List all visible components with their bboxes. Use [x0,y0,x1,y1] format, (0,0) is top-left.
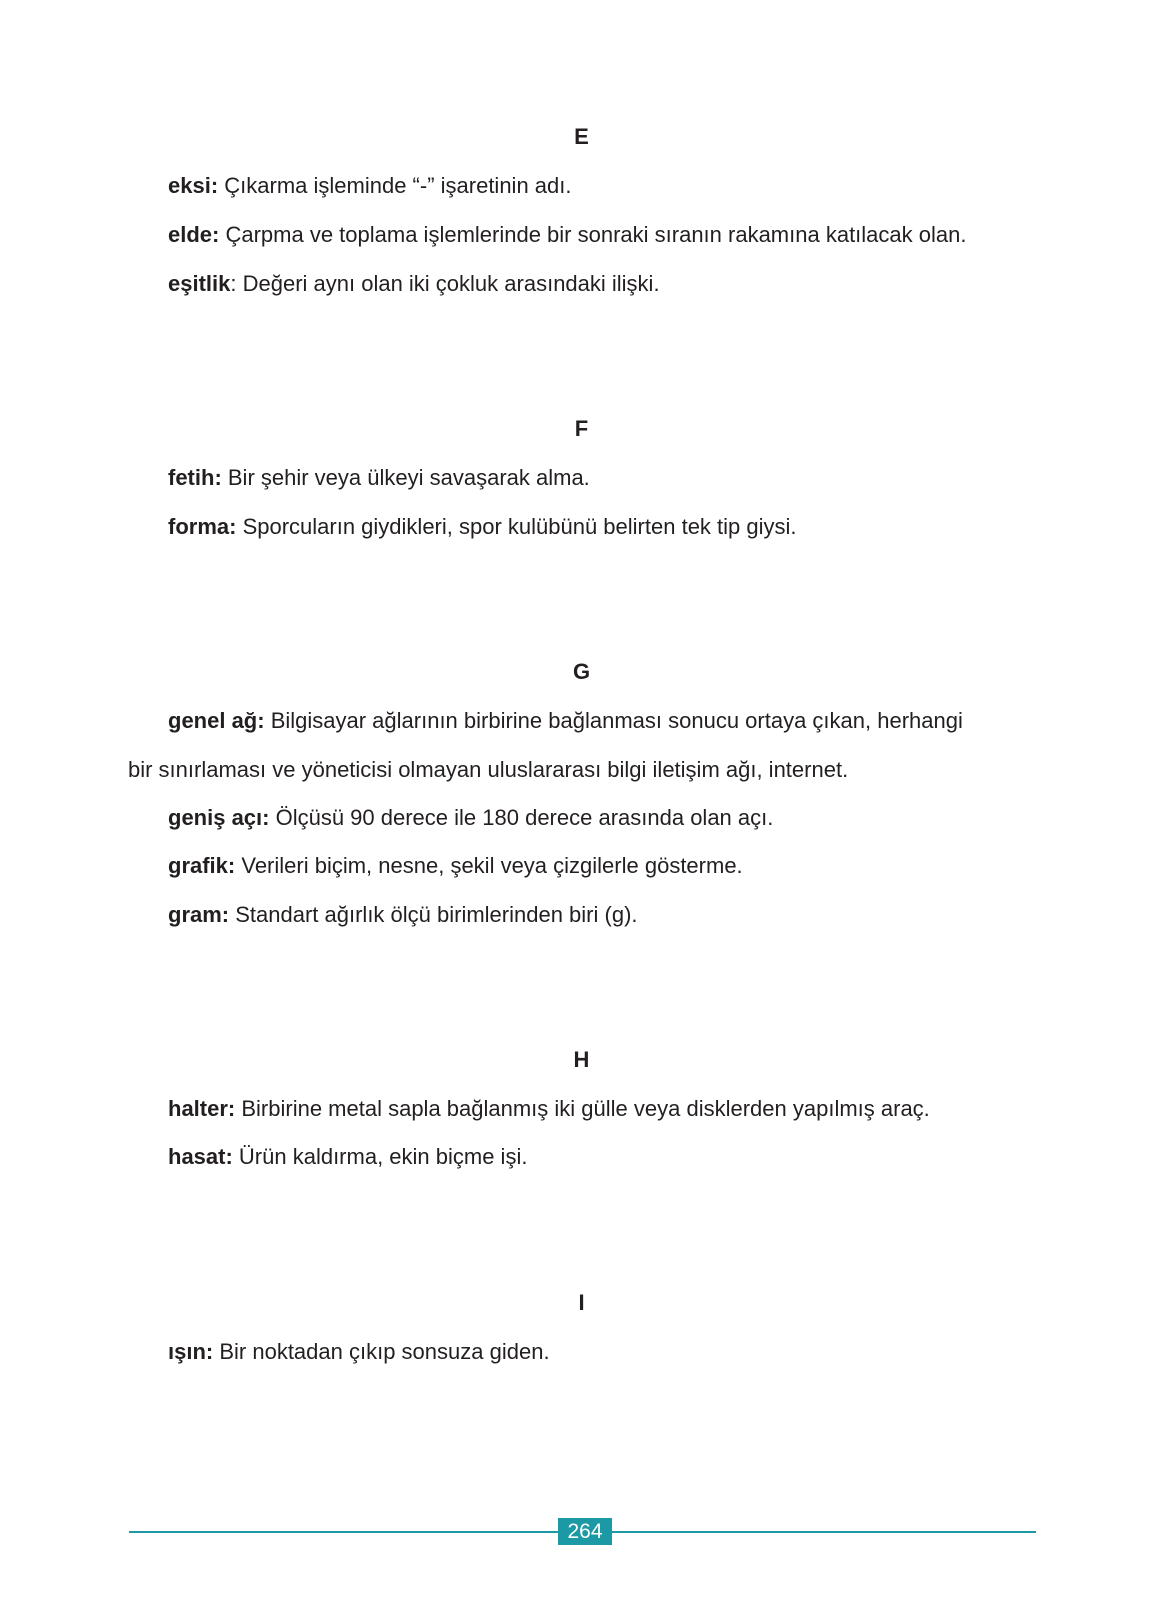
section-heading-g: G [572,659,591,684]
term: eşitlik [168,271,231,296]
term: ışın: [168,1339,214,1364]
definition: Çıkarma işleminde “-” işaretinin adı. [218,173,572,198]
footer-rule-right [612,1531,1036,1533]
term: genel ağ: [168,708,265,733]
glossary-entry [168,853,1048,879]
glossary-entry [168,708,1048,734]
footer-rule-left [129,1531,558,1533]
term: gram: [168,902,230,927]
term: geniş açı: [168,805,270,830]
definition: Standart ağırlık ölçü birimlerinden biri (g). [229,902,638,927]
glossary-entry [168,222,1048,248]
term: grafik: [168,853,236,878]
section-heading-i: I [578,1290,585,1315]
glossary-entry [168,1096,1048,1122]
glossary-entry [168,1144,1048,1170]
glossary-entry [168,465,1048,491]
definition: Bir şehir veya ülkeyi savaşarak alma. [221,465,590,490]
definition: Ölçüsü 90 derece ile 180 derece arasında olan açı. [269,805,774,830]
section-heading-f: F [574,416,589,441]
section-heading-e: E [574,124,589,149]
definition: Sporcuların giydikleri, spor kulübünü belirten tek tip giysi. [236,514,797,539]
page-number: 264 [558,1518,612,1545]
term: fetih: [168,465,222,490]
glossary-entry [168,173,1048,199]
term: hasat: [168,1144,233,1169]
definition: Bir noktadan çıkıp sonsuza giden. [213,1339,550,1364]
definition: Bilgisayar ağlarının birbirine bağlanması sonucu ortaya çıkan, herhangi [264,708,963,733]
definition: : Değeri aynı olan iki çokluk arasındaki ilişki. [230,271,660,296]
term: eksi: [168,173,219,198]
term: halter: [168,1096,236,1121]
glossary-entry [168,271,1048,297]
glossary-entry [168,902,1048,928]
definition: Ürün kaldırma, ekin biçme işi. [232,1144,528,1169]
definition: Birbirine metal sapla bağlanmış iki gülle veya disklerden yapılmış araç. [235,1096,930,1121]
glossary-entry [168,1339,1048,1365]
definition: Çarpma ve toplama işlemlerinde bir sonraki sıranın rakamına katılacak olan. [219,222,967,247]
definition: Verileri biçim, nesne, şekil veya çizgilerle gösterme. [235,853,743,878]
section-heading-h: H [573,1047,590,1072]
term: elde: [168,222,220,247]
glossary-entry [168,805,1048,831]
term: forma: [168,514,237,539]
definition-continuation: bir sınırlaması ve yöneticisi olmayan uluslararası bilgi iletişim ağı, internet. [128,757,849,782]
glossary-entry [168,514,1048,540]
